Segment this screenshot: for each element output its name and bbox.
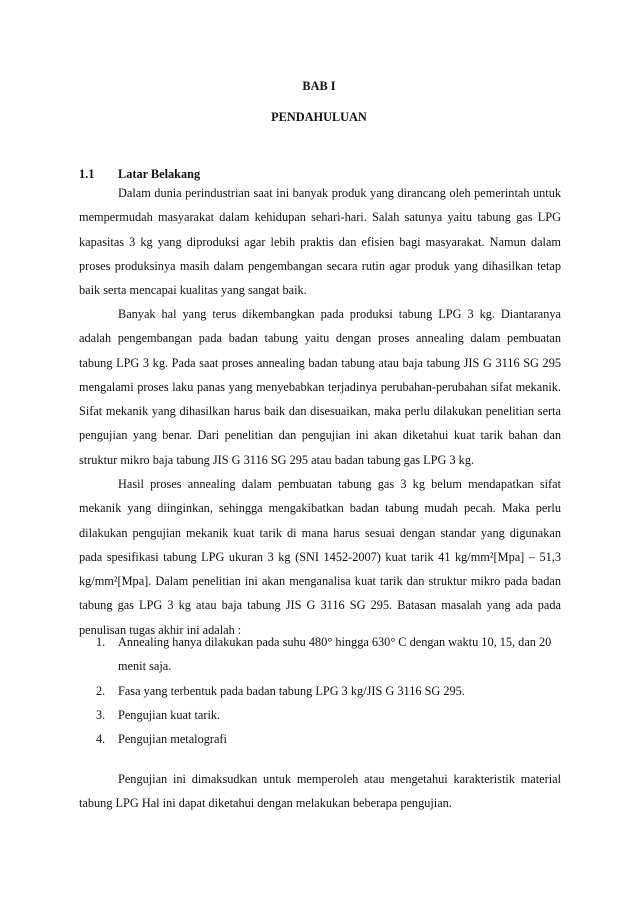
list-item — [79, 679, 561, 703]
list-marker: 3. — [96, 707, 106, 722]
paragraph-1-text: Dalam dunia perindustrian saat ini banyak produk yang dirancang oleh pemerintah untuk mempermudah masyarakat dalam kehidupan sehari-hari. Salah satunya yaitu tabung gas LPG kapasitas 3 kg yang diproduksi agar lebih praktis dan efisien bagi masyarakat. Namun dalam proses produksinya masih dalam pengembangan secara rutin agar produk yang dihasilkan tetap baik serta mencapai kualitas yang sangat baik. — [79, 186, 561, 298]
paragraph-2 — [79, 302, 561, 472]
list-item-text: Pengujian metalografi — [118, 732, 227, 747]
list-marker: 1. — [96, 635, 106, 649]
paragraph-2-text: Banyak hal yang terus dikembangkan pada produksi tabung LPG 3 kg. Diantaranya adalah pengembangan pada badan tabung yaitu dengan proses annealing dalam pembuatan tabung LPG 3 kg. Pada saat proses annealing badan tabung atau baja tabung JIS G 3116 SG 295 mengalami proses laku panas yang menyebabkan terjadinya perubahan-perubahan sifat mekanik. Sifat mekanik yang dihasilkan harus baik dan disesuaikan, maka perlu dilakukan penelitian serta pengujian yang benar. Dari penelitian dan pengujian ini akan diketahui kuat tarik bahan dan struktur mikro baja tabung JIS G 3116 SG 295 atau badan tabung gas LPG 3 kg. — [79, 307, 561, 467]
list-item — [79, 703, 561, 727]
chapter-title: PENDAHULUAN — [271, 110, 367, 124]
paragraph-1 — [79, 181, 561, 302]
list-item-text: Annealing hanya dilakukan pada suhu 480° hingga 630° C dengan waktu 10, 15, dan 20 menit saja. — [118, 635, 552, 674]
section-number: 1.1 — [79, 167, 95, 181]
list-marker: 4. — [96, 732, 106, 747]
list-item — [79, 727, 561, 751]
section-title: Latar Belakang — [118, 167, 201, 181]
list-item-text: Pengujian kuat tarik. — [118, 707, 221, 722]
closing-paragraph — [79, 767, 561, 816]
chapter-heading: BAB I — [302, 79, 336, 93]
limitation-list — [79, 630, 561, 751]
list-marker: 2. — [96, 683, 106, 698]
list-item-text: Fasa yang terbentuk pada badan tabung LPG 3 kg/JIS G 3116 SG 295. — [118, 683, 465, 698]
paragraph-3-text: Hasil proses annealing dalam pembuatan tabung gas 3 kg belum mendapatkan sifat mekanik yang diinginkan, sehingga mengakibatkan badan tabung mudah pecah. Maka perlu dilakukan pengujian mekanik kuat tarik di mana harus sesuai dengan standar yang digunakan pada spesifikasi tabung LPG ukuran 3 kg (SNI 1452-2007) kuat tarik 41 kg/mm²[Mpa] – 51,3 kg/mm²[Mpa]. Dalam penelitian ini akan menganalisa kuat tarik dan struktur mikro pada badan tabung gas LPG 3 kg atau baja tabung JIS G 3116 SG 295. Batasan masalah yang ada pada penulisan tugas akhir ini adalah : — [79, 477, 561, 637]
list-item — [79, 630, 561, 679]
closing-paragraph-text: Pengujian ini dimaksudkan untuk memperoleh atau mengetahui karakteristik material tabung LPG Hal ini dapat diketahui dengan melakukan beberapa pengujian. — [79, 772, 561, 811]
section-heading — [79, 166, 200, 182]
paragraph-3 — [79, 472, 561, 642]
